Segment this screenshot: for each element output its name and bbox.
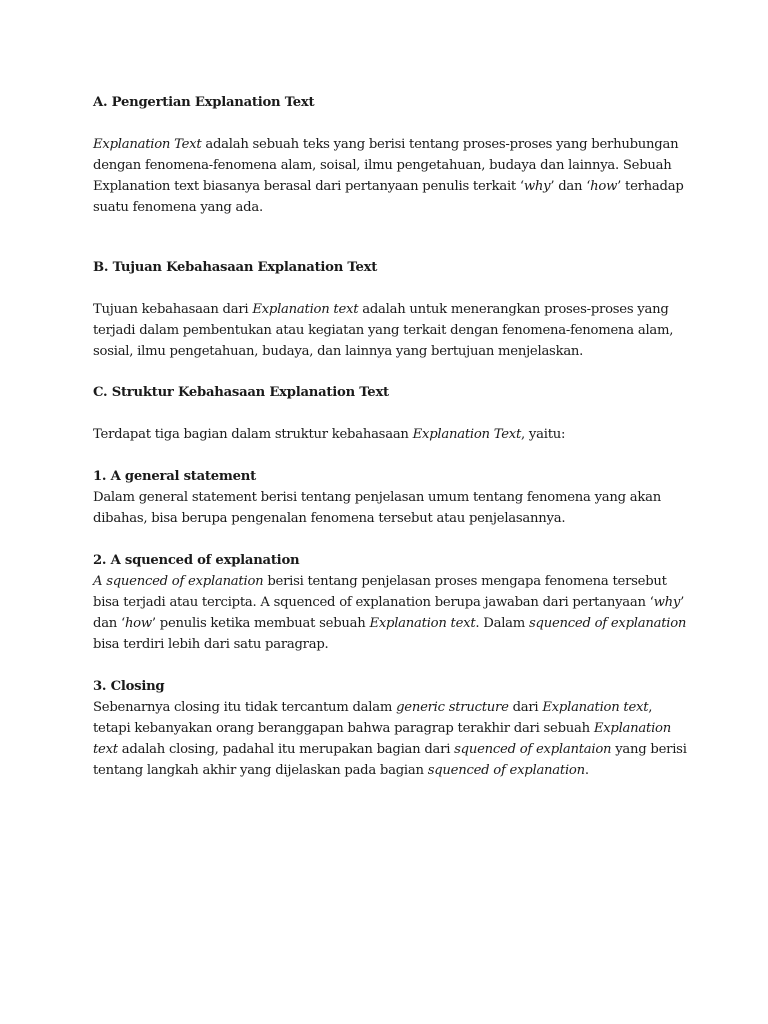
paragraph-pengertian: Explanation Text adalah sebuah teks yang berisi tentang proses-proses yang berhubungan dengan fenomena-fenomena alam, soisal, ilmu pengetahuan, budaya dan lainnya. Sebuah Explanation text biasanya berasal dari pertanyaan penulis terkait ‘why’ dan ‘how’ terhadap suatu fenomena yang ada. (93, 137, 684, 215)
paragraph-tujuan: Tujuan kebahasaan dari Explanation text adalah untuk menerangkan proses-proses yang terjadi dalam pembentukan atau kegiatan yang terkait dengan fenomena-fenomena alam, sosial, ilmu pengetahuan, budaya, dan lainnya yang bertujuan menjelaskan. (93, 302, 674, 359)
heading-closing: 3. Closing (93, 679, 165, 694)
italic-term: A squenced of explanation (93, 574, 264, 589)
heading-squenced-explanation: 2. A squenced of explanation (93, 553, 300, 568)
italic-term: Explanation text (252, 302, 359, 317)
document-body (93, 92, 693, 781)
heading-general-statement: 1. A general statement (93, 469, 256, 484)
italic-term: why (653, 595, 681, 610)
italic-term: how (590, 179, 618, 194)
paragraph-squenced-explanation: A squenced of explanation berisi tentang penjelasan proses mengapa fenomena tersebut bisa terjadi atau tercipta. A squenced of explanation berupa jawaban dari pertanyaan ‘why’ dan ‘how’ penulis ketika membuat sebuah Explanation text. Dalam squenced of explanation bisa terdiri lebih dari satu paragrap. (93, 574, 687, 652)
heading-pengertian: A. Pengertian Explanation Text (93, 95, 315, 110)
italic-term: generic structure (396, 700, 509, 715)
paragraph-closing: Sebenarnya closing itu tidak tercantum dalam generic structure dari Explanation text, tetapi kebanyakan orang beranggapan bahwa paragrap terakhir dari sebuah Explanation text adalah closing, padahal itu merupakan bagian dari squenced of explantaion yang berisi tentang langkah akhir yang dijelaskan pada bagian squenced of explanation. (93, 700, 687, 778)
italic-term: Explanation text (542, 700, 649, 715)
heading-struktur: C. Struktur Kebahasaan Explanation Text (93, 385, 389, 400)
italic-term: squenced of explanation (529, 616, 687, 631)
italic-term: squenced of explantaion (454, 742, 612, 757)
italic-term: Explanation Text (93, 137, 202, 152)
italic-term: how (124, 616, 152, 631)
italic-term: squenced of explanation (427, 763, 585, 778)
italic-term: why (523, 179, 551, 194)
paragraph-general-statement: Dalam general statement berisi tentang penjelasan umum tentang fenomena yang akan dibahas, bisa berupa pengenalan fenomena tersebut atau penjelasannya. (93, 490, 661, 526)
italic-term: Explanation text (93, 721, 671, 757)
italic-term: Explanation Text (412, 427, 522, 442)
paragraph-struktur-intro: Terdapat tiga bagian dalam struktur kebahasaan Explanation Text, yaitu: (93, 427, 566, 442)
italic-term: Explanation text (369, 616, 476, 631)
heading-tujuan: B. Tujuan Kebahasaan Explanation Text (93, 260, 378, 275)
